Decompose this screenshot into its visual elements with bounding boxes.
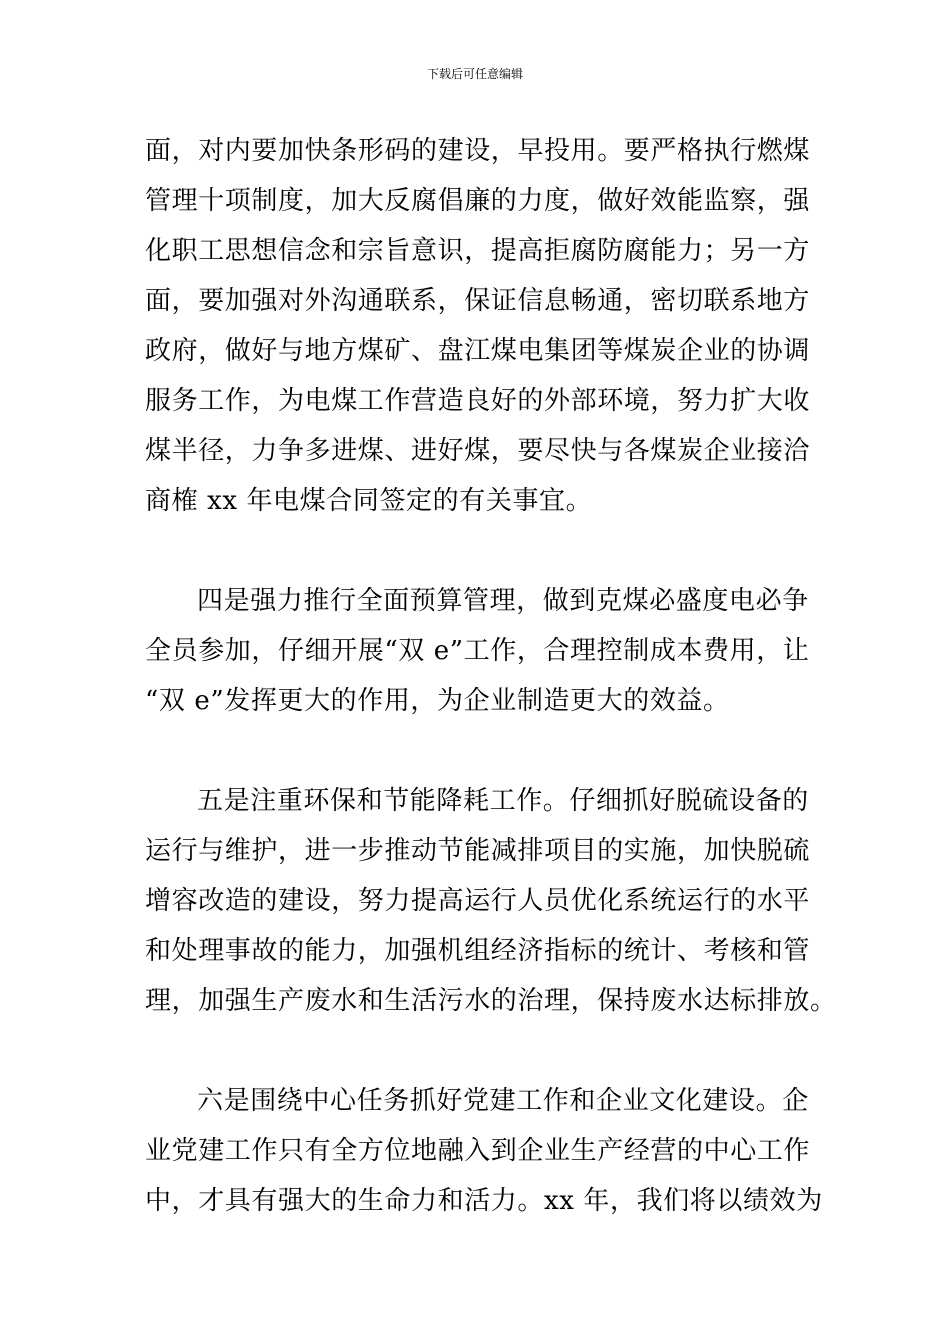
paragraph-4-line-2: 业党建工作只有全方位地融入到企业生产经营的中心工作 <box>145 1136 811 1166</box>
paragraph-1-line-1: 面，对内要加快条形码的建设，早投用。要严格执行燃煤 <box>145 136 811 166</box>
paragraph-1-line-5: 政府，做好与地方煤矿、盘江煤电集团等煤炭企业的协调 <box>145 336 811 366</box>
paragraph-3-line-3: 增容改造的建设，努力提高运行人员优化系统运行的水平 <box>145 886 811 916</box>
paragraph-3-line-4: 和处理事故的能力，加强机组经济指标的统计、考核和管 <box>145 936 811 966</box>
paragraph-3-line-2: 运行与维护，进一步推动节能减排项目的实施，加快脱硫 <box>145 836 811 866</box>
paragraph-2-line-2: 全员参加，仔细开展“双 e”工作，合理控制成本费用，让 <box>145 636 810 666</box>
paragraph-2-line-1: 四是强力推行全面预算管理，做到克煤必盛度电必争 <box>197 586 809 616</box>
paragraph-1-line-4: 面，要加强对外沟通联系，保证信息畅通，密切联系地方 <box>145 286 811 316</box>
page-header: 下载后可任意编辑 <box>426 67 523 81</box>
paragraph-2-line-3: “双 e”发挥更大的作用，为企业制造更大的效益。 <box>145 686 730 716</box>
paragraph-3-line-5: 理，加强生产废水和生活污水的治理，保持废水达标排放。 <box>145 986 837 1016</box>
paragraph-1-line-8: 商榷 xx 年电煤合同签定的有关事宜。 <box>145 486 593 516</box>
paragraph-1-line-3: 化职工思想信念和宗旨意识，提高拒腐防腐能力；另一方 <box>145 236 811 266</box>
paragraph-4-line-3: 中，才具有强大的生命力和活力。xx 年，我们将以绩效为 <box>145 1186 823 1216</box>
paragraph-1-line-2: 管理十项制度，加大反腐倡廉的力度，做好效能监察，强 <box>145 186 811 216</box>
paragraph-1-line-6: 服务工作，为电煤工作营造良好的外部环境，努力扩大收 <box>145 386 811 416</box>
paragraph-3-line-1: 五是注重环保和节能降耗工作。仔细抓好脱硫设备的 <box>197 786 809 816</box>
paragraph-1-line-7: 煤半径，力争多进煤、进好煤，要尽快与各煤炭企业接洽 <box>145 436 811 466</box>
paragraph-4-line-1: 六是围绕中心任务抓好党建工作和企业文化建设。企 <box>197 1086 809 1116</box>
